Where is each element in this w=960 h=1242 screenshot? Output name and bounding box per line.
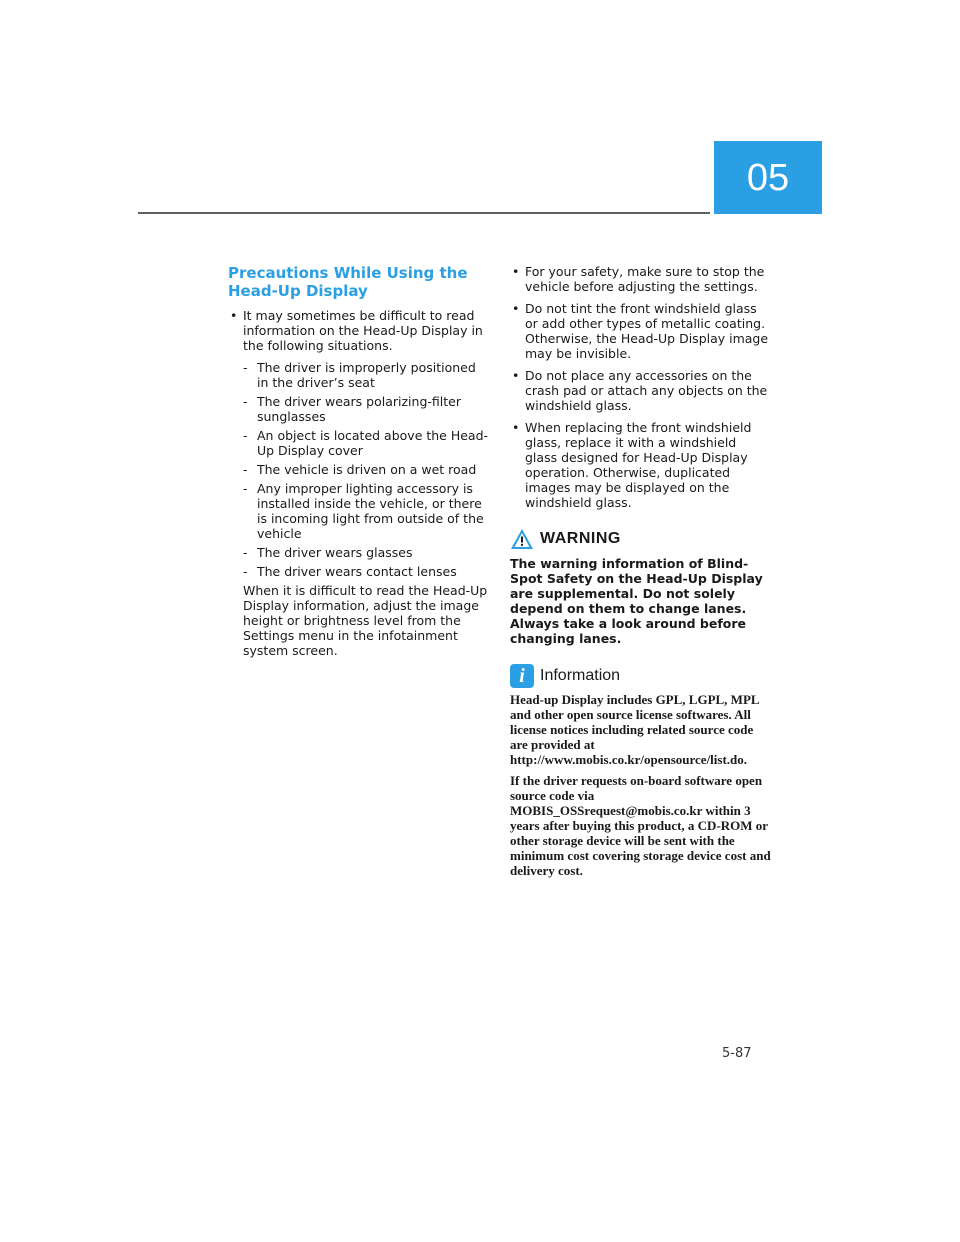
safety-bullet: • For your safety, make sure to stop the vehicle before adjusting the settings. [510,264,772,294]
situation-item: - Any improper lighting accessory is installed inside the vehicle, or there is incoming light from outside of the vehicle [228,481,490,541]
page-number: 5-87 [722,1046,752,1061]
situation-item: - The driver wears contact lenses [228,564,490,579]
situation-item: - The driver is improperly positioned in the driver’s seat [228,360,490,390]
information-para: Head-up Display includes GPL, LGPL, MPL and other open source license softwares. All license notices including related source code are provided at http://www.mobis.co.kr/opensource/list.do. [510,692,759,767]
header-rule [138,212,710,214]
section-title-line1: Precautions While Using the [228,264,468,282]
right-column [510,264,772,884]
safety-bullet: • When replacing the front windshield glass, replace it with a windshield glass designed for Head-Up Display operation. Otherwise, duplicated images may be displayed on the windshield glass. [510,420,772,510]
safety-bullet: • Do not tint the front windshield glass or add other types of metallic coating. Otherwise, the Head-Up Display image may be invisible. [510,301,772,361]
adjust-note: When it is difficult to read the Head-Up Display information, adjust the image height or brightness level from the Settings menu in the infotainment system screen. [243,583,488,658]
situation-item: - An object is located above the Head-Up Display cover [228,428,490,458]
information-body [510,692,772,878]
information-header [510,664,772,688]
intro-bullet: • It may sometimes be difficult to read information on the Head-Up Display in the following situations. [228,308,490,353]
warning-header [510,528,772,550]
warning-triangle-icon [510,528,534,550]
situation-item: - The driver wears glasses [228,545,490,560]
situation-item: - The vehicle is driven on a wet road [228,462,490,477]
situation-item: - The driver wears polarizing-filter sunglasses [228,394,490,424]
information-para: If the driver requests on-board software open source code via MOBIS_OSSrequest@mobis.co.kr within 3 years after buying this product, a CD-ROM or other storage device will be sent with the minimum cost covering storage device cost and delivery cost. [510,773,771,878]
warning-body: The warning information of Blind-Spot Safety on the Head-Up Display are supplemental. Do not solely depend on them to change lanes. Always take a look around before changing lanes. [510,556,763,646]
info-icon: i [510,664,534,688]
safety-bullet: • Do not place any accessories on the crash pad or attach any objects on the windshield glass. [510,368,772,413]
chapter-tab: 05 [714,141,822,214]
warning-title: WARNING [540,530,621,547]
information-title: Information [540,667,621,684]
left-column [228,264,490,658]
section-title [228,264,490,300]
section-title-line2: Head-Up Display [228,282,368,300]
